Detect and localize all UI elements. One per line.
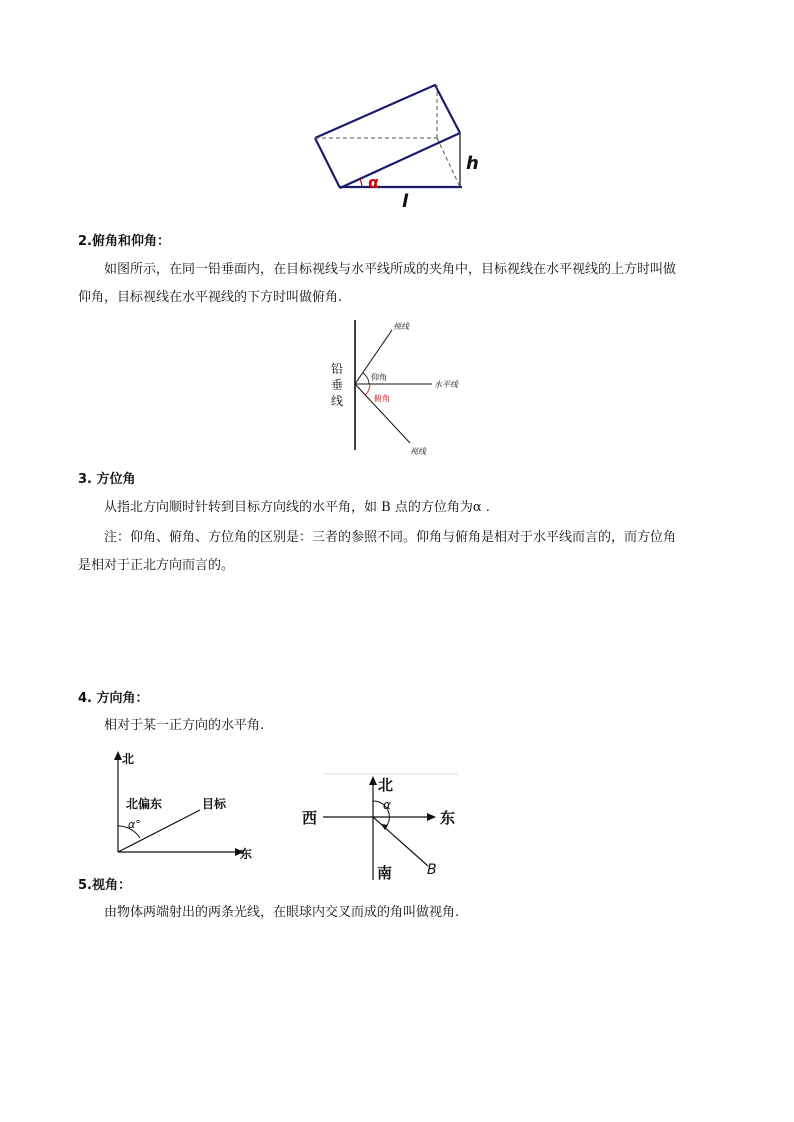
paragraph-line: 注：仰角、俯角、方位角的区别是：三者的参照不同。仰角与俯角是相对于水平线而言的，而方位角 (104, 530, 677, 545)
depression-angle-label: 俯角 (374, 394, 390, 403)
paragraph-line: 从指北方向顺时针转到目标方向线的水平角，如 B 点的方位角为α . (104, 500, 490, 515)
north-label: 北 (122, 752, 135, 766)
paragraph-line: 是相对于正北方向而言的。 (78, 558, 235, 573)
figure-direction-angle (100, 748, 270, 866)
plumb-line-label: 垂 (331, 378, 344, 392)
label-alpha: α (368, 173, 379, 192)
section-5-paragraph (78, 899, 728, 927)
north-label: 北 (378, 776, 394, 794)
section-2-paragraph (78, 256, 728, 312)
point-b-label: B (427, 862, 437, 878)
section-3-paragraph (78, 494, 728, 580)
sightline-bottom-label: 视线 (410, 447, 426, 456)
paragraph-line: 由物体两端射出的两条光线，在眼球内交叉而成的角叫做视角. (104, 905, 460, 920)
horizontal-line-label: 水平线 (434, 380, 458, 389)
label-l: l (402, 191, 409, 212)
west-label: 西 (302, 809, 318, 827)
east-label: 东 (440, 809, 456, 827)
south-label: 南 (377, 864, 393, 882)
paragraph-line: 仰角，目标视线在水平视线的下方时叫做俯角. (78, 290, 343, 305)
figure-prism (300, 75, 500, 215)
target-label: 目标 (202, 797, 227, 811)
section-4-heading: 4. 方向角： (78, 691, 149, 706)
figure-elevation-depression (320, 318, 480, 460)
section-3-heading: 3. 方位角 (78, 472, 136, 487)
plumb-line-label: 线 (331, 394, 344, 408)
plumb-line-label: 铅 (331, 362, 344, 376)
section-4-paragraph (78, 712, 728, 740)
paragraph-line: 如图所示，在同一铅垂面内，在目标视线与水平线所成的夹角中，目标视线在水平视线的上方时叫做 (104, 262, 677, 277)
alpha-label: α° (128, 818, 141, 831)
figure-bearing (298, 770, 478, 886)
east-label: 东 (240, 847, 253, 861)
section-5-heading: 5.视角： (78, 878, 131, 893)
label-h: h (466, 153, 479, 174)
paragraph-line: 相对于某一正方向的水平角. (104, 718, 265, 733)
north-east-label: 北偏东 (126, 797, 163, 811)
alpha-label: α (383, 798, 391, 812)
elevation-angle-label: 仰角 (371, 373, 387, 382)
section-2-heading: 2.俯角和仰角： (78, 234, 170, 249)
sightline-top-label: 视线 (393, 322, 409, 331)
